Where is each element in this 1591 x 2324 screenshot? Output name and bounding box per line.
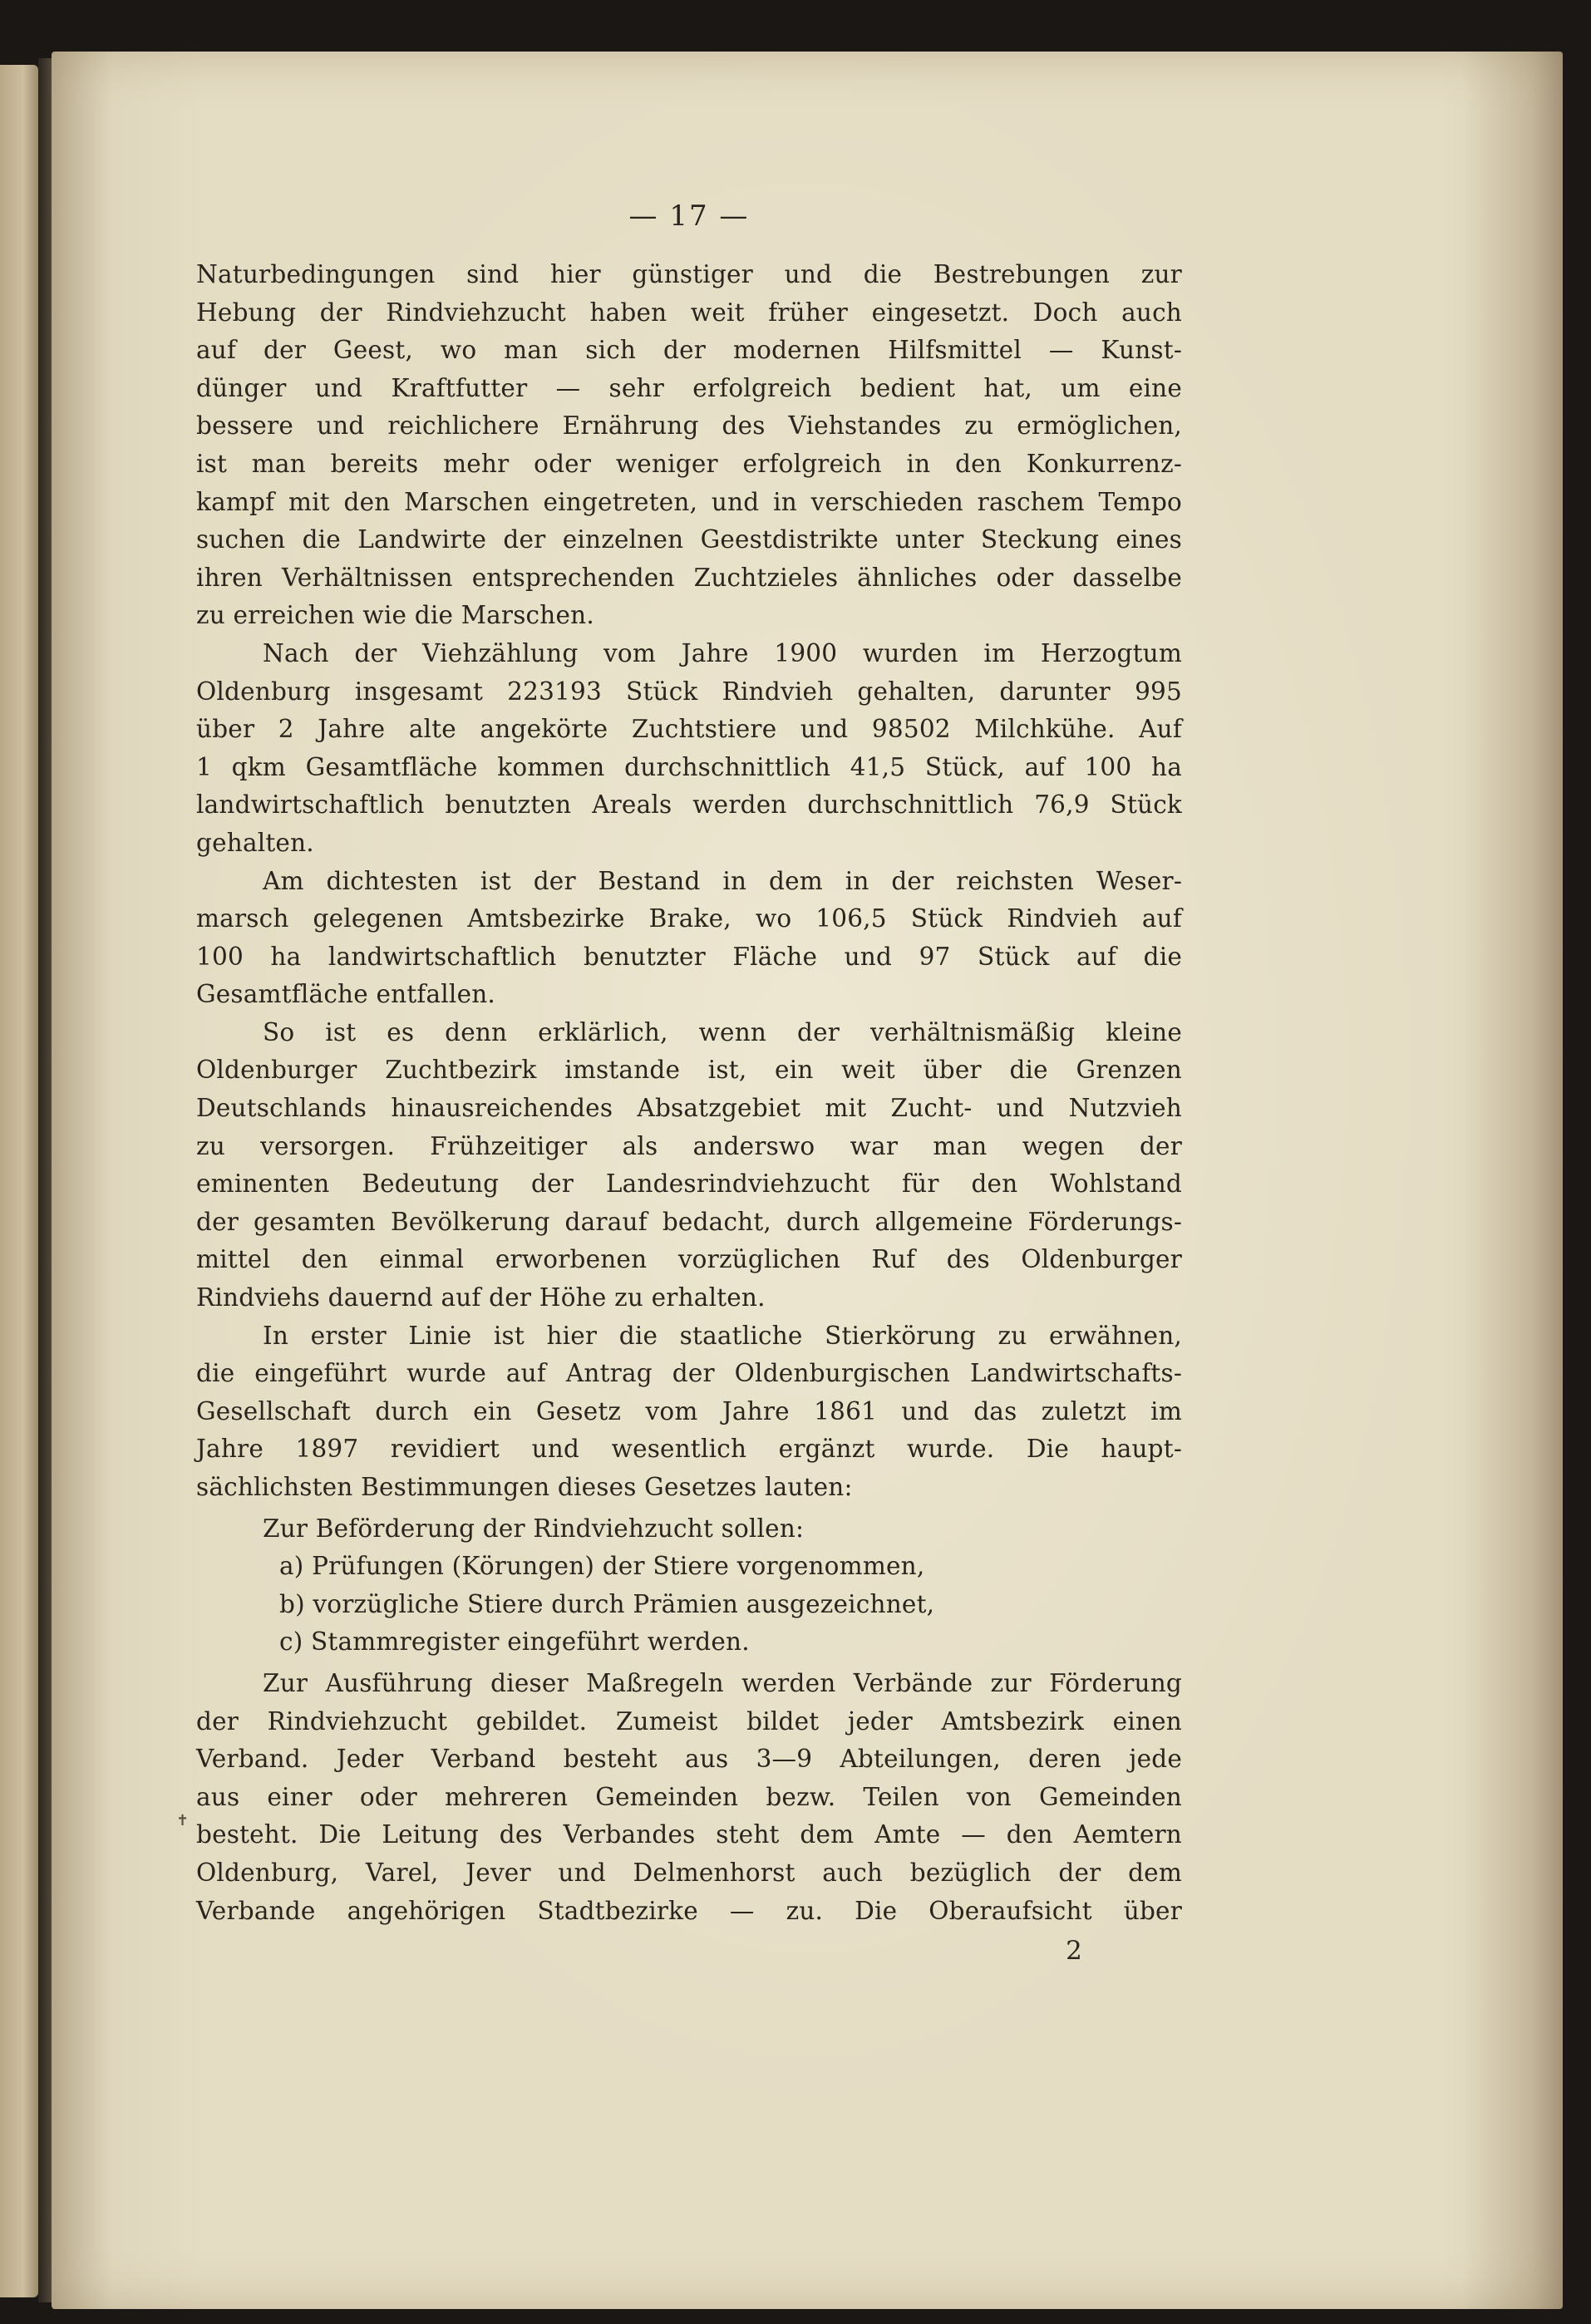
text-line: mittel den einmal erworbenen vorzüglichen Ruf des Oldenburger	[196, 1245, 1182, 1274]
page-text	[196, 191, 1182, 1972]
text-line: marsch gelegenen Amtsbezirke Brake, wo 106,5 Stück Rindvieh auf	[196, 904, 1182, 933]
text-line: Hebung der Rindviehzucht haben weit früher eingesetzt. Doch auch	[196, 298, 1182, 327]
text-line: Jahre 1897 revidiert und wesentlich ergänzt wurde. Die haupt-	[196, 1435, 1182, 1464]
text-line: besteht. Die Leitung des Verbandes steht dem Amte — den Aemtern	[196, 1820, 1182, 1849]
paragraph-start: Am dichtesten ist der Bestand in dem in der reichsten Weser-	[263, 866, 1182, 895]
list-intro: Zur Beförderung der Rindviehzucht sollen:	[263, 1514, 805, 1543]
paragraph-start: So ist es denn erklärlich, wenn der verhältnismäßig kleine	[263, 1017, 1182, 1046]
text-line: kampf mit den Marschen eingetreten, und in verschieden raschem Tempo	[196, 487, 1182, 516]
text-line: die eingeführt wurde auf Antrag der Oldenburgischen Landwirtschafts-	[196, 1359, 1182, 1388]
paragraph-start: Nach der Viehzählung vom Jahre 1900 wurden im Herzogtum	[263, 638, 1182, 667]
list-item-c: c) Stammregister eingeführt werden.	[279, 1627, 750, 1657]
text-line: bessere und reichlichere Ernährung des Viehstandes zu ermöglichen,	[196, 411, 1182, 441]
paragraph-start: In erster Linie ist hier die staatliche Stierkörung zu erwähnen,	[263, 1321, 1182, 1350]
text-line: der Rindviehzucht gebildet. Zumeist bildet jeder Amtsbezirk einen	[196, 1706, 1182, 1736]
text-line: Verbande angehörigen Stadtbezirke — zu. Die Oberaufsicht über	[196, 1896, 1182, 1925]
text-line: auf der Geest, wo man sich der modernen Hilfsmittel — Kunst-	[196, 336, 1182, 365]
text-line: Deutschlands hinausreichendes Absatzgebiet mit Zucht- und Nutzvieh	[196, 1094, 1182, 1123]
text-line: der gesamten Bevölkerung darauf bedacht, durch allgemeine Förderungs-	[196, 1207, 1182, 1236]
text-line: 1 qkm Gesamtfläche kommen durchschnittlich 41,5 Stück, auf 100 ha	[196, 752, 1182, 781]
text-line: gehalten.	[196, 828, 314, 857]
list-item-b: b) vorzügliche Stiere durch Prämien ausgezeichnet,	[279, 1589, 935, 1618]
margin-mark-icon: ✝	[176, 1812, 190, 1829]
text-line: Oldenburg insgesamt 223193 Stück Rindvieh gehalten, darunter 995	[196, 677, 1182, 706]
text-line: Oldenburger Zuchtbezirk imstande ist, ein weit über die Grenzen	[196, 1056, 1182, 1085]
signature-mark: 2	[1066, 1936, 1082, 1967]
paragraph-start: Zur Ausführung dieser Maßregeln werden Verbände zur Förderung	[263, 1668, 1182, 1697]
text-line: Oldenburg, Varel, Jever und Delmenhorst auch bezüglich der dem	[196, 1858, 1182, 1887]
left-page-edge	[0, 65, 38, 2297]
list-item-a: a) Prüfungen (Körungen) der Stiere vorgenommen,	[279, 1552, 925, 1581]
text-line: zu versorgen. Frühzeitiger als anderswo war man wegen der	[196, 1131, 1182, 1160]
text-line: Gesamtfläche entfallen.	[196, 980, 495, 1009]
text-line: eminenten Bedeutung der Landesrindviehzucht für den Wohlstand	[196, 1169, 1182, 1199]
text-line: Verband. Jeder Verband besteht aus 3—9 Abteilungen, deren jede	[196, 1745, 1182, 1774]
page-edge-shadow	[1463, 52, 1563, 2309]
text-line: landwirtschaftlich benutzten Areals werden durchschnittlich 76,9 Stück	[196, 790, 1182, 820]
text-line: suchen die Landwirte der einzelnen Geestdistrikte unter Steckung eines	[196, 525, 1182, 554]
text-line: Rindviehs dauernd auf der Höhe zu erhalten.	[196, 1283, 766, 1312]
text-line: über 2 Jahre alte angekörte Zuchtstiere und 98502 Milchkühe. Auf	[196, 715, 1182, 744]
page-number: — 17 —	[628, 199, 750, 233]
text-line: 100 ha landwirtschaftlich benutzter Fläche und 97 Stück auf die	[196, 942, 1182, 971]
text-line: aus einer oder mehreren Gemeinden bezw. Teilen von Gemeinden	[196, 1782, 1182, 1811]
text-line: Gesellschaft durch ein Gesetz vom Jahre 1861 und das zuletzt im	[196, 1396, 1182, 1425]
text-line: dünger und Kraftfutter — sehr erfolgreich bedient hat, um eine	[196, 373, 1182, 402]
text-line: Naturbedingungen sind hier günstiger und die Bestrebungen zur	[196, 260, 1182, 288]
text-line: ist man bereits mehr oder weniger erfolgreich in den Konkurrenz-	[196, 449, 1182, 478]
text-line: ihren Verhältnissen entsprechenden Zuchtzieles ähnliches oder dasselbe	[196, 563, 1182, 592]
text-line: zu erreichen wie die Marschen.	[196, 601, 594, 630]
text-line: sächlichsten Bestimmungen dieses Gesetzes lauten:	[196, 1473, 853, 1501]
